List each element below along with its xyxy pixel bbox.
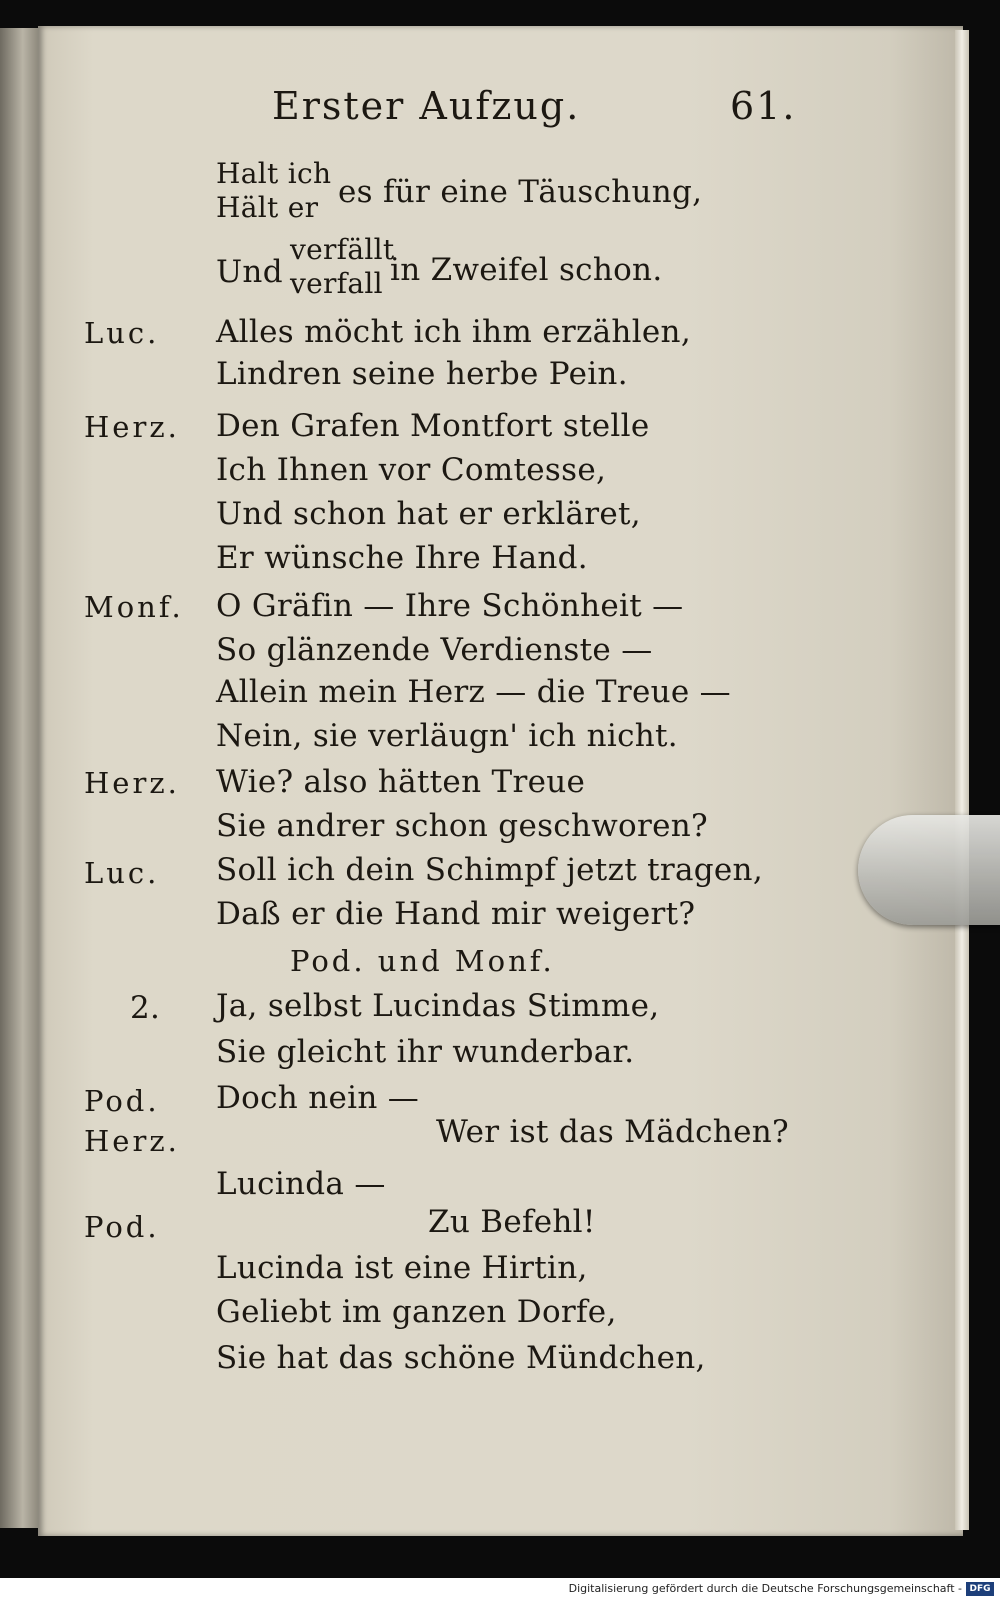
page-clip xyxy=(858,815,1000,925)
verse-line: Soll ich dein Schimpf jetzt tragen, xyxy=(216,852,763,888)
verse-line: Und schon hat er erkläret, xyxy=(216,496,641,532)
footer-credit xyxy=(0,1578,1000,1600)
verse-line: Wie? also hätten Treue xyxy=(216,764,586,800)
speaker-pod: Pod. xyxy=(84,1084,160,1118)
verse-line: Zu Befehl! xyxy=(428,1204,596,1240)
verse-line: Ich Ihnen vor Comtesse, xyxy=(216,452,607,488)
verse-number: 2. xyxy=(130,990,161,1026)
line-zweifel: in Zweifel schon. xyxy=(390,252,663,288)
previous-page-edge xyxy=(0,28,40,1528)
speaker-monf: Monf. xyxy=(84,590,184,624)
speaker-herz: Herz. xyxy=(84,766,180,800)
verse-line: Nein, sie verläugn' ich nicht. xyxy=(216,718,678,754)
verse-line: Allein mein Herz — die Treue — xyxy=(216,674,731,710)
verse-line: Sie gleicht ihr wunderbar. xyxy=(216,1034,635,1070)
verse-line: Doch nein — xyxy=(216,1080,420,1116)
line-taeuschung: es für eine Täuschung, xyxy=(338,174,703,210)
speaker-herz: Herz. xyxy=(84,410,180,444)
verse-line: Lucinda ist eine Hirtin, xyxy=(216,1250,588,1286)
verse-line: O Gräfin — Ihre Schönheit — xyxy=(216,588,684,624)
verse-line: Alles möcht ich ihm erzählen, xyxy=(216,314,691,350)
verse-line: Lindren seine herbe Pein. xyxy=(216,356,628,392)
line-verfaellt: verfällt xyxy=(290,233,395,266)
line-und: Und xyxy=(216,254,283,290)
page-header-title: Erster Aufzug. xyxy=(272,84,581,128)
verse-line: Geliebt im ganzen Dorfe, xyxy=(216,1294,617,1330)
speaker-herz: Herz. xyxy=(84,1124,180,1158)
verse-line: Ja, selbst Lucindas Stimme, xyxy=(216,988,660,1024)
page-number: 61. xyxy=(730,84,797,128)
verse-line: Er wünsche Ihre Hand. xyxy=(216,540,588,576)
verse-line: Den Grafen Montfort stelle xyxy=(216,408,650,444)
speaker-pod: Pod. xyxy=(84,1210,160,1244)
page-edge xyxy=(955,30,969,1530)
line-halt-ich: Halt ich xyxy=(216,157,332,190)
line-halt-er: Hält er xyxy=(216,191,319,224)
line-verfall: verfall xyxy=(290,267,383,300)
verse-line: Daß er die Hand mir weigert? xyxy=(216,896,696,932)
stage-heading: Pod. und Monf. xyxy=(290,944,555,978)
footer-credit-text: Digitalisierung gefördert durch die Deutsche Forschungsgemeinschaft - xyxy=(568,1582,962,1595)
verse-line: Sie hat das schöne Mündchen, xyxy=(216,1340,706,1376)
verse-line: Sie andrer schon geschworen? xyxy=(216,808,708,844)
verse-line: Wer ist das Mädchen? xyxy=(436,1114,789,1150)
speaker-luc: Luc. xyxy=(84,316,160,350)
verse-line: So glänzende Verdienste — xyxy=(216,632,653,668)
speaker-luc: Luc. xyxy=(84,856,160,890)
verse-line: Lucinda — xyxy=(216,1166,386,1202)
dfg-logo: DFG xyxy=(966,1582,994,1596)
